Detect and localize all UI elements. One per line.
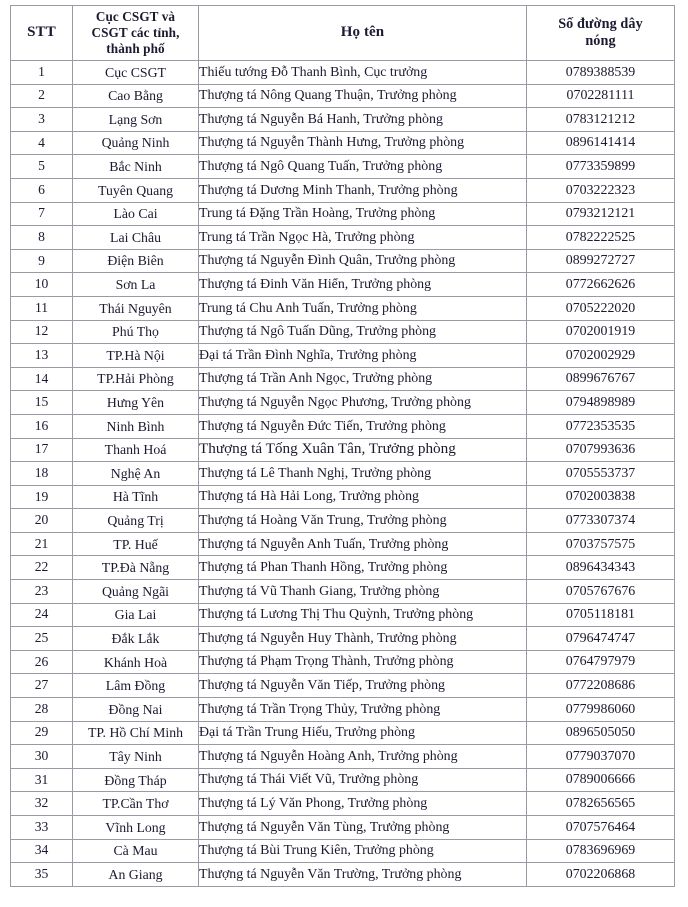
row-index-cell: 25 [11,627,73,651]
row-index-cell: 19 [11,485,73,509]
column-header-unit [73,6,199,61]
row-unit-cell: Sơn La [73,273,199,297]
row-unit-cell: Đồng Tháp [73,768,199,792]
row-name-cell: Thượng tá Ngô Quang Tuấn, Trưởng phòng [199,155,527,179]
row-name-cell: Thượng tá Hoàng Văn Trung, Trưởng phòng [199,509,527,533]
row-unit-cell: Đắk Lắk [73,627,199,651]
row-unit-cell: Thanh Hoá [73,438,199,462]
row-unit-cell: Lai Châu [73,226,199,250]
table-row [11,462,675,486]
row-unit-cell: TP. Huế [73,532,199,556]
table-row [11,485,675,509]
table-row [11,131,675,155]
row-unit-cell: Phú Thọ [73,320,199,344]
row-phone-cell: 0702001919 [527,320,675,344]
table-row [11,108,675,132]
row-phone-cell: 0772353535 [527,414,675,438]
row-phone-cell: 0779037070 [527,745,675,769]
table-header [11,6,675,61]
row-unit-cell: Thái Nguyên [73,296,199,320]
row-phone-cell: 0772662626 [527,273,675,297]
table-row [11,414,675,438]
column-header-unit-line1: Cục CSGT và [95,8,176,24]
row-phone-cell: 0705222020 [527,296,675,320]
column-header-phone [527,6,675,61]
row-index-cell: 9 [11,249,73,273]
column-header-unit-line2: CSGT các tỉnh, [91,24,180,40]
row-index-cell: 5 [11,155,73,179]
row-name-cell: Thượng tá Nguyễn Thành Hưng, Trưởng phòng [199,131,527,155]
table-row [11,226,675,250]
row-name-cell: Thượng tá Nguyễn Đức Tiến, Trưởng phòng [199,414,527,438]
row-phone-cell: 0764797979 [527,650,675,674]
table-row [11,721,675,745]
row-index-cell: 7 [11,202,73,226]
row-unit-cell: Hà Tĩnh [73,485,199,509]
row-index-cell: 22 [11,556,73,580]
row-name-cell: Thượng tá Lý Văn Phong, Trưởng phòng [199,792,527,816]
row-index-cell: 28 [11,698,73,722]
row-unit-cell: TP. Hồ Chí Minh [73,721,199,745]
row-index-cell: 31 [11,768,73,792]
table-row [11,698,675,722]
row-index-cell: 29 [11,721,73,745]
row-name-cell: Thượng tá Trần Trọng Thủy, Trưởng phòng [199,698,527,722]
column-header-stt-label: STT [27,24,56,41]
table-row [11,84,675,108]
row-phone-cell: 0773359899 [527,155,675,179]
table-row [11,438,675,462]
table-row [11,839,675,863]
row-index-cell: 17 [11,438,73,462]
table-row [11,603,675,627]
row-unit-cell: Tây Ninh [73,745,199,769]
row-phone-cell: 0896505050 [527,721,675,745]
row-phone-cell: 0896141414 [527,131,675,155]
row-unit-cell: Cao Bằng [73,84,199,108]
row-index-cell: 3 [11,108,73,132]
column-header-name-label: Họ tên [340,24,385,41]
row-name-cell: Thượng tá Lương Thị Thu Quỳnh, Trưởng phòng [199,603,527,627]
row-unit-cell: Tuyên Quang [73,178,199,202]
row-unit-cell: Khánh Hoà [73,650,199,674]
row-name-cell: Thượng tá Phạm Trọng Thành, Trưởng phòng [199,650,527,674]
table-row [11,344,675,368]
row-index-cell: 34 [11,839,73,863]
row-phone-cell: 0707993636 [527,438,675,462]
row-unit-cell: Điện Biên [73,249,199,273]
table-row [11,509,675,533]
row-name-cell: Thượng tá Nguyễn Văn Trường, Trưởng phòng [199,863,527,887]
row-unit-cell: Cục CSGT [73,61,199,85]
row-index-cell: 15 [11,391,73,415]
row-name-cell: Thượng tá Đinh Văn Hiển, Trưởng phòng [199,273,527,297]
row-phone-cell: 0794898989 [527,391,675,415]
table-row [11,792,675,816]
row-name-cell: Thượng tá Nguyễn Anh Tuấn, Trưởng phòng [199,532,527,556]
row-phone-cell: 0899272727 [527,249,675,273]
row-unit-cell: Lào Cai [73,202,199,226]
row-index-cell: 16 [11,414,73,438]
row-index-cell: 11 [11,296,73,320]
table-row [11,556,675,580]
row-unit-cell: Hưng Yên [73,391,199,415]
row-unit-cell: Gia Lai [73,603,199,627]
row-index-cell: 33 [11,816,73,840]
table-row [11,202,675,226]
table-row [11,816,675,840]
row-name-cell: Đại tá Trần Đình Nghĩa, Trưởng phòng [199,344,527,368]
row-phone-cell: 0783696969 [527,839,675,863]
row-unit-cell: TP.Cần Thơ [73,792,199,816]
row-name-cell: Đại tá Trần Trung Hiếu, Trưởng phòng [199,721,527,745]
column-header-phone-line2: nóng [585,33,616,49]
row-phone-cell: 0707576464 [527,816,675,840]
row-name-cell: Thượng tá Nguyễn Văn Tiếp, Trưởng phòng [199,674,527,698]
row-name-cell: Thượng tá Lê Thanh Nghị, Trưởng phòng [199,462,527,486]
row-phone-cell: 0773307374 [527,509,675,533]
row-phone-cell: 0705767676 [527,580,675,604]
row-unit-cell: Quảng Trị [73,509,199,533]
row-phone-cell: 0783121212 [527,108,675,132]
row-phone-cell: 0702002929 [527,344,675,368]
column-header-unit-line3: thành phố [106,41,165,57]
row-index-cell: 1 [11,61,73,85]
row-name-cell: Thượng tá Nguyễn Hoàng Anh, Trưởng phòng [199,745,527,769]
row-name-cell: Thiếu tướng Đỗ Thanh Bình, Cục trưởng [199,61,527,85]
table-row [11,674,675,698]
table-row [11,768,675,792]
hotline-table-container [10,5,674,887]
row-index-cell: 12 [11,320,73,344]
row-index-cell: 20 [11,509,73,533]
row-name-cell: Thượng tá Thái Viết Vũ, Trưởng phòng [199,768,527,792]
row-index-cell: 26 [11,650,73,674]
table-row [11,273,675,297]
row-phone-cell: 0782656565 [527,792,675,816]
row-phone-cell: 0896434343 [527,556,675,580]
row-phone-cell: 0772208686 [527,674,675,698]
row-index-cell: 27 [11,674,73,698]
row-index-cell: 4 [11,131,73,155]
row-name-cell: Trung tá Trần Ngọc Hà, Trưởng phòng [199,226,527,250]
table-row [11,391,675,415]
table-row [11,650,675,674]
row-phone-cell: 0703757575 [527,532,675,556]
row-index-cell: 18 [11,462,73,486]
row-index-cell: 6 [11,178,73,202]
row-index-cell: 8 [11,226,73,250]
table-row [11,367,675,391]
column-header-stt [11,6,73,61]
row-unit-cell: Lâm Đồng [73,674,199,698]
row-name-cell: Thượng tá Nguyễn Bá Hanh, Trưởng phòng [199,108,527,132]
row-unit-cell: Bắc Ninh [73,155,199,179]
row-unit-cell: An Giang [73,863,199,887]
table-row [11,61,675,85]
row-index-cell: 21 [11,532,73,556]
row-name-cell: Thượng tá Dương Minh Thanh, Trưởng phòng [199,178,527,202]
table-row [11,532,675,556]
row-unit-cell: Ninh Bình [73,414,199,438]
table-row [11,745,675,769]
table-row [11,178,675,202]
row-phone-cell: 0779986060 [527,698,675,722]
column-header-name [199,6,527,61]
row-index-cell: 13 [11,344,73,368]
row-phone-cell: 0789388539 [527,61,675,85]
row-phone-cell: 0702206868 [527,863,675,887]
table-row [11,863,675,887]
row-phone-cell: 0705553737 [527,462,675,486]
row-index-cell: 23 [11,580,73,604]
row-index-cell: 2 [11,84,73,108]
row-index-cell: 30 [11,745,73,769]
row-index-cell: 24 [11,603,73,627]
row-phone-cell: 0703222323 [527,178,675,202]
row-name-cell: Thượng tá Nguyễn Ngọc Phương, Trưởng phòng [199,391,527,415]
table-body [11,61,675,887]
row-phone-cell: 0702003838 [527,485,675,509]
row-name-cell: Thượng tá Nguyễn Văn Tùng, Trưởng phòng [199,816,527,840]
row-phone-cell: 0705118181 [527,603,675,627]
row-name-cell: Thượng tá Bùi Trung Kiên, Trưởng phòng [199,839,527,863]
row-phone-cell: 0702281111 [527,84,675,108]
row-name-cell: Thượng tá Nguyễn Huy Thành, Trưởng phòng [199,627,527,651]
row-unit-cell: Cà Mau [73,839,199,863]
hotline-table [10,5,675,887]
row-index-cell: 10 [11,273,73,297]
row-index-cell: 35 [11,863,73,887]
row-name-cell: Trung tá Chu Anh Tuấn, Trưởng phòng [199,296,527,320]
table-row [11,296,675,320]
row-unit-cell: Quảng Ngãi [73,580,199,604]
row-unit-cell: TP.Hải Phòng [73,367,199,391]
row-name-cell: Thượng tá Phan Thanh Hồng, Trưởng phòng [199,556,527,580]
table-row [11,249,675,273]
row-index-cell: 32 [11,792,73,816]
row-unit-cell: Đồng Nai [73,698,199,722]
row-name-cell: Thượng tá Trần Anh Ngọc, Trưởng phòng [199,367,527,391]
row-unit-cell: Vĩnh Long [73,816,199,840]
row-index-cell: 14 [11,367,73,391]
row-unit-cell: TP.Hà Nội [73,344,199,368]
row-name-cell: Thượng tá Vũ Thanh Giang, Trưởng phòng [199,580,527,604]
row-unit-cell: Lạng Sơn [73,108,199,132]
row-unit-cell: TP.Đà Nẵng [73,556,199,580]
column-header-phone-line1: Số đường dây [558,15,643,32]
row-name-cell: Thượng tá Tống Xuân Tân, Trưởng phòng [199,438,527,462]
row-name-cell: Trung tá Đặng Trần Hoàng, Trưởng phòng [199,202,527,226]
row-phone-cell: 0899676767 [527,367,675,391]
row-phone-cell: 0796474747 [527,627,675,651]
row-phone-cell: 0782222525 [527,226,675,250]
table-row [11,155,675,179]
table-row [11,580,675,604]
table-row [11,320,675,344]
row-phone-cell: 0789006666 [527,768,675,792]
row-unit-cell: Quảng Ninh [73,131,199,155]
table-header-row [11,6,675,61]
table-row [11,627,675,651]
row-name-cell: Thượng tá Ngô Tuấn Dũng, Trưởng phòng [199,320,527,344]
row-phone-cell: 0793212121 [527,202,675,226]
row-name-cell: Thượng tá Hà Hải Long, Trưởng phòng [199,485,527,509]
row-name-cell: Thượng tá Nguyễn Đình Quân, Trưởng phòng [199,249,527,273]
row-name-cell: Thượng tá Nông Quang Thuận, Trưởng phòng [199,84,527,108]
row-unit-cell: Nghệ An [73,462,199,486]
